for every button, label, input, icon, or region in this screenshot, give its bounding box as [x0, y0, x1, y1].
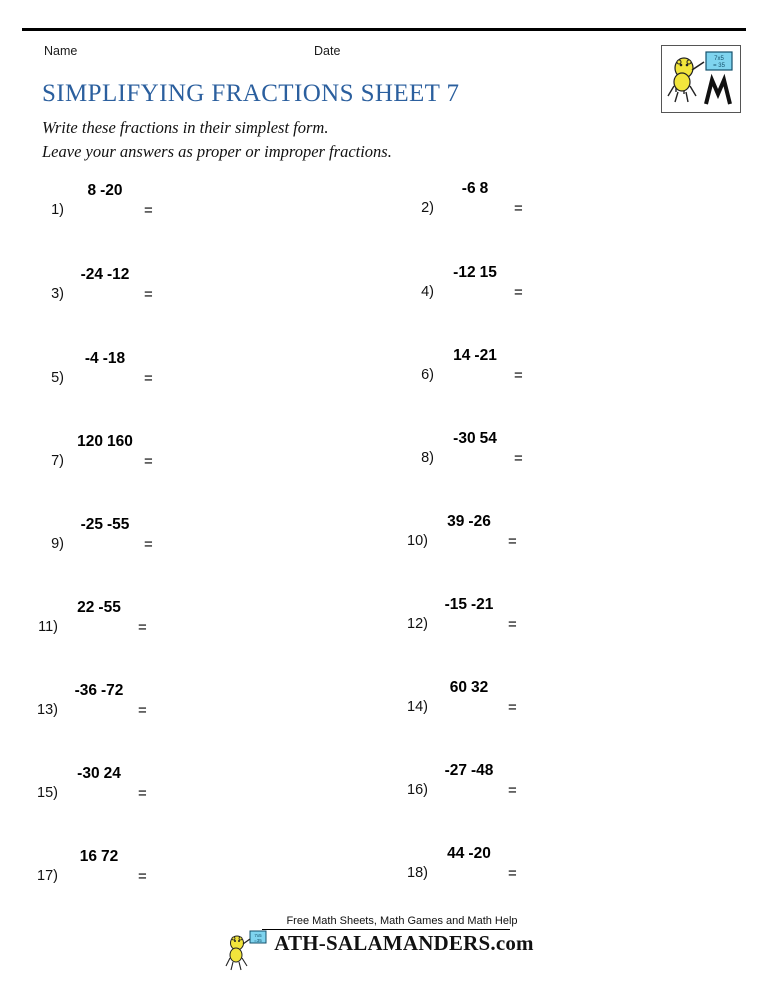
fraction — [444, 428, 506, 450]
numerator: -36 — [74, 682, 97, 699]
numerator: -15 — [444, 596, 467, 613]
numerator: 44 — [447, 845, 465, 862]
fraction — [68, 846, 130, 868]
equals-sign: = — [514, 367, 523, 384]
problem-number: 11) — [38, 619, 58, 635]
numerator: 16 — [79, 848, 97, 865]
numerator: -27 — [444, 762, 467, 779]
denominator: 32 — [471, 679, 489, 696]
problem-number: 10) — [407, 533, 428, 549]
problem-number: 16) — [407, 782, 428, 798]
equals-sign: = — [138, 619, 147, 636]
denominator: 24 — [103, 765, 121, 782]
equals-sign: = — [508, 782, 517, 799]
denominator: -21 — [474, 347, 497, 364]
footer-logo — [224, 929, 280, 979]
footer-brand: ATH-SALAMANDERS.com — [274, 931, 534, 955]
page-title: SIMPLIFYING FRACTIONS SHEET 7 — [42, 80, 460, 107]
logo-illustration — [662, 46, 740, 112]
fraction — [438, 677, 500, 699]
denominator: -48 — [471, 762, 494, 779]
equals-sign: = — [514, 200, 523, 217]
fraction — [438, 511, 500, 533]
problem-number: 18) — [407, 865, 428, 881]
fraction — [438, 594, 500, 616]
denominator: -12 — [107, 266, 130, 283]
denominator: -18 — [102, 350, 126, 367]
worksheet-header — [44, 44, 724, 64]
equals-sign: = — [514, 450, 523, 467]
equals-sign: = — [508, 616, 517, 633]
equals-sign: = — [144, 370, 153, 387]
problem-number: 4) — [421, 284, 434, 300]
fraction — [68, 597, 130, 619]
denominator: -26 — [468, 513, 491, 530]
instruction-line-1: Write these fractions in their simplest form. — [42, 118, 329, 137]
fraction — [444, 262, 506, 284]
equals-sign: = — [508, 533, 517, 550]
denominator: -20 — [100, 182, 123, 199]
denominator: -55 — [107, 516, 130, 533]
equals-sign: = — [508, 865, 517, 882]
problem-number: 5) — [51, 370, 64, 386]
fraction — [68, 680, 130, 702]
numerator: -30 — [77, 765, 100, 782]
problem-number: 14) — [407, 699, 428, 715]
numerator: -6 — [461, 180, 476, 197]
problem-number: 13) — [37, 702, 58, 718]
problem-number: 1) — [51, 202, 64, 218]
problem-number: 8) — [421, 450, 434, 466]
numerator: -30 — [453, 430, 476, 447]
salamander-icon — [224, 929, 280, 979]
numerator: -24 — [80, 266, 103, 283]
top-divider — [22, 28, 746, 31]
svg-text:= 35: = 35 — [713, 63, 725, 69]
salamander-teacher-icon — [662, 46, 738, 110]
fraction — [68, 763, 130, 785]
date-label: Date — [314, 44, 341, 58]
equals-sign: = — [138, 785, 147, 802]
numerator: 39 — [447, 513, 465, 530]
denominator: 160 — [107, 433, 133, 450]
math-salamanders-logo-box — [661, 45, 741, 113]
footer-content — [224, 915, 544, 956]
svg-text:=35: =35 — [254, 938, 262, 943]
numerator: 60 — [449, 679, 467, 696]
numerator: -4 — [84, 350, 99, 367]
denominator: 8 — [479, 180, 489, 197]
equals-sign: = — [514, 284, 523, 301]
svg-text:7x5: 7x5 — [254, 933, 262, 938]
denominator: -55 — [98, 599, 121, 616]
problem-number: 12) — [407, 616, 428, 632]
problem-number: 3) — [51, 286, 64, 302]
footer-tagline: Free Math Sheets, Math Games and Math Help — [286, 915, 518, 927]
denominator: -72 — [101, 682, 124, 699]
problem-number: 6) — [421, 367, 434, 383]
problem-number: 7) — [51, 453, 64, 469]
equals-sign: = — [138, 702, 147, 719]
equals-sign: = — [144, 202, 153, 219]
numerator: 120 — [77, 433, 103, 450]
denominator: 72 — [101, 848, 119, 865]
fraction — [74, 514, 136, 536]
fraction — [444, 178, 506, 200]
fraction — [438, 843, 500, 865]
numerator: 22 — [77, 599, 95, 616]
instruction-line-2: Leave your answers as proper or improper fractions. — [42, 142, 392, 161]
problem-number: 15) — [37, 785, 58, 801]
fraction — [74, 431, 136, 453]
fraction — [74, 264, 136, 286]
denominator: -21 — [471, 596, 494, 613]
fraction — [74, 180, 136, 202]
fraction — [444, 345, 506, 367]
fraction — [74, 348, 136, 370]
page-footer — [0, 915, 768, 985]
numerator: -25 — [80, 516, 103, 533]
svg-text:7x5: 7x5 — [714, 56, 724, 62]
equals-sign: = — [508, 699, 517, 716]
numerator: 8 — [87, 182, 97, 199]
equals-sign: = — [144, 453, 153, 470]
denominator: 15 — [479, 264, 497, 281]
denominator: 54 — [479, 430, 497, 447]
footer-divider — [262, 929, 510, 930]
equals-sign: = — [144, 536, 153, 553]
numerator: 14 — [453, 347, 471, 364]
problem-number: 2) — [421, 200, 434, 216]
problem-number: 17) — [37, 868, 58, 884]
fraction — [438, 760, 500, 782]
equals-sign: = — [138, 868, 147, 885]
numerator: -12 — [453, 264, 476, 281]
equals-sign: = — [144, 286, 153, 303]
denominator: -20 — [468, 845, 491, 862]
problem-number: 9) — [51, 536, 64, 552]
name-label: Name — [44, 44, 78, 58]
